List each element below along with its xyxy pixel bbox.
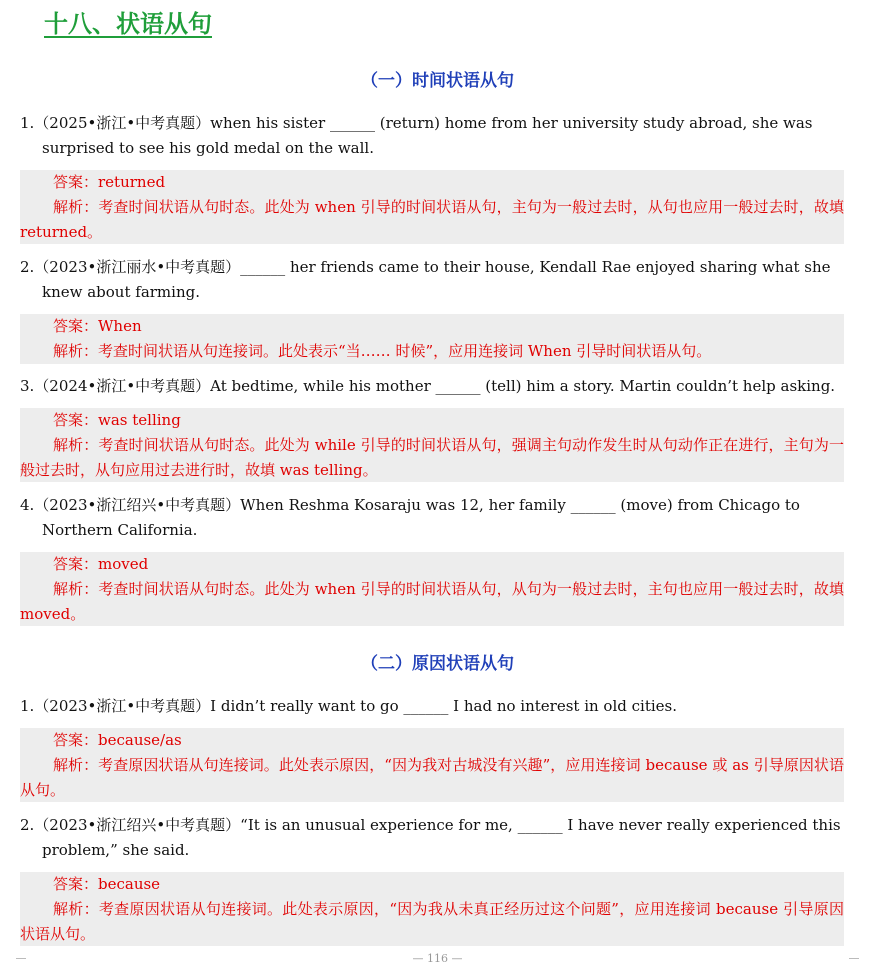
question-item: 3.（2024•浙江•中考真题）At bedtime, while his mother ______ (tell) him a story. Martin couldn’t help asking. — [20, 377, 836, 395]
analysis-text: 解析：考查原因状语从句连接词。此处表示原因，“因为我对古城没有兴趣”，应用连接词 because 或 as 引导原因状语从句。 — [20, 756, 844, 799]
answer-text: 答案：When — [53, 317, 142, 335]
answer-box — [20, 872, 844, 946]
question-item: 1.（2025•浙江•中考真题）when his sister ______ (return) home from her university study abroad, she was surprised to see his gold medal on the wall. — [20, 114, 813, 157]
analysis-text: 解析：考查时间状语从句时态。此处为 when 引导的时间状语从句，从句为一般过去时，主句也应用一般过去时，故填 moved。 — [20, 580, 844, 623]
answer-box — [20, 314, 844, 364]
analysis-text: 解析：考查原因状语从句连接词。此处表示原因，“因为我从未真正经历过这个问题”，应用连接词 because 引导原因状语从句。 — [20, 900, 844, 943]
question-item: 2.（2023•浙江丽水•中考真题）______ her friends came to their house, Kendall Rae enjoyed sharing what she knew about farming. — [20, 258, 831, 301]
answer-box — [20, 170, 844, 244]
question-item: 4.（2023•浙江绍兴•中考真题）When Reshma Kosaraju was 12, her family ______ (move) from Chicago to Northern California. — [20, 496, 800, 539]
answer-box — [20, 728, 844, 802]
analysis-text: 解析：考查时间状语从句时态。此处为 while 引导的时间状语从句，强调主句动作发生时从句动作正在进行，主句为一般过去时，从句应用过去进行时，故填 was telling。 — [20, 436, 844, 479]
question-item: 1.（2023•浙江•中考真题）I didn’t really want to go ______ I had no interest in old cities. — [20, 697, 677, 715]
answer-text: 答案：was telling — [53, 411, 181, 429]
answer-text: 答案：because — [53, 875, 161, 893]
answer-text: 答案：moved — [53, 555, 149, 573]
answer-box — [20, 408, 844, 482]
analysis-text: 解析：考查时间状语从句时态。此处为 when 引导的时间状语从句，主句为一般过去时，从句也应用一般过去时，故填 returned。 — [20, 198, 844, 241]
answer-text: 答案：because/as — [53, 731, 182, 749]
analysis-text: 解析：考查时间状语从句连接词。此处表示“当…… 时候”，应用连接词 When 引导时间状语从句。 — [53, 342, 712, 360]
answer-box — [20, 552, 844, 626]
answer-text: 答案：returned — [53, 173, 166, 191]
question-item: 2.（2023•浙江绍兴•中考真题）“It is an unusual experience for me, ______ I have never really experienced this problem,” she said. — [20, 816, 841, 859]
section-heading-reason-clauses: （二）原因状语从句 — [361, 654, 514, 674]
page-title: 十八、状语从句 — [44, 9, 212, 38]
section-heading-time-clauses: （一）时间状语从句 — [361, 71, 514, 91]
page-number: — 116 — — [412, 952, 463, 965]
